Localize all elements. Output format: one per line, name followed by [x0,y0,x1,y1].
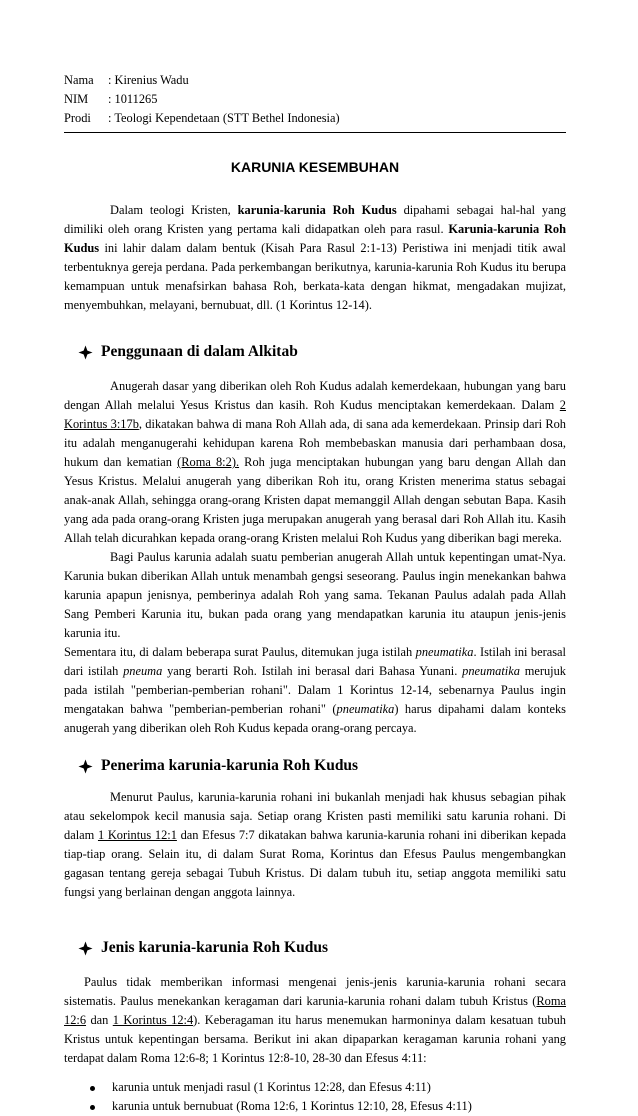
list-item: karunia untuk bernubuat (Roma 12:6, 1 Korintus 12:10, 28, Efesus 4:11) [64,1097,566,1116]
gifts-list [64,1078,566,1116]
scripture-link[interactable]: 1 Korintus 12:4 [112,1013,194,1027]
diamond-bullet-icon [78,941,93,956]
section-heading-text: Penerima karunia-karunia Roh Kudus [101,757,359,774]
intro-paragraph: Dalam teologi Kristen, karunia-karunia Roh Kudus dipahami sebagai hal-hal yang dimiliki oleh orang Kristen yang pertama kali didapatkan oleh para rasul. Karunia-karunia Roh Kudus ini lahir dalam dalam bentuk (Kisah Para Rasul 2:1-13) Peristiwa ini menjadi titik awal terbentuknya gereja perdana. Pada perkembangan berikutnya, karunia-karunia Roh Kudus itu berupa kemampuan untuk menafsirkan bahasa Roh, berkata-kata dengan hikmat, mengadakan mujizat, menyembuhkan, melayani, bernubuat, dll. (1 Korintus 12-14). [64,203,566,312]
info-value: : 1011265 [108,92,158,106]
section-heading-penerima [78,756,566,776]
info-key: Nama [64,73,94,87]
info-key: Prodi [64,111,91,125]
bullet-dot-icon [90,1105,95,1110]
diamond-bullet-icon [78,345,93,360]
info-key: NIM [64,92,89,106]
diamond-bullet-icon [78,759,93,774]
scripture-link[interactable]: (Roma 8:2). [177,455,240,469]
info-value: : Teologi Kependetaan (STT Bethel Indonesia) [108,111,340,125]
info-row-nama [64,71,340,90]
section-heading-jenis [78,938,566,958]
section-heading-text: Jenis karunia-karunia Roh Kudus [101,939,328,956]
info-value: : Kirenius Wadu [108,73,189,87]
section-heading-text: Penggunaan di dalam Alkitab [101,343,298,360]
page-title: KARUNIA KESEMBUHAN [230,159,400,175]
scripture-link[interactable]: 2 Korintus 3:17b [64,398,566,431]
header-divider [64,132,566,133]
section3-paragraph-1: Paulus tidak memberikan informasi mengenai jenis-jenis karunia-karunia rohani secara sistematis. Paulus menekankan keragaman dari karunia-karunia rohani dalam tubuh Kristus (Roma 12:6 dan 1 Korintus 12:4). Keberagaman itu harus menemukan harmoninya dalam kesatuan tubuh Kristus untuk kepentingan bersama. Berikut ini akan dipaparkan keragaman karunia rohani yang terdapat dalam Roma 12:6-8; 1 Korintus 12:8-10, 28-30 dan Efesus 4:11: [64,975,566,1065]
document-page [64,71,566,1116]
list-item: karunia untuk menjadi rasul (1 Korintus 12:28, dan Efesus 4:11) [64,1078,566,1097]
section1-paragraph-1: Anugerah dasar yang diberikan oleh Roh Kudus adalah kemerdekaan, hubungan yang baru dengan Allah melalui Yesus Kristus dan kasih. Roh Kudus menciptakan kemerdekaan. Dalam 2 Korintus 3:17b, dikatakan bahwa di mana Roh Allah ada, di sana ada kemerdekaan. Prinsip dari Roh itu adalah menganugerahi kehidupan karena Roh membebaskan manusia dari perhambaan dosa, hukum dan kematian (Roma 8:2). Roh juga menciptakan hubungan yang baru dengan Allah dan Yesus Kristus. Melalui anugerah yang diberikan Roh itu, orang Kristen menerima status sebagai anak-anak Allah, sehingga orang-orang Kristen dapat memanggil Allah dengan sebutan Bapa. Kasih yang ada pada orang-orang Kristen juga merupakan anugerah yang berasal dari Roh Allah itu. Kasih Allah telah dicurahkan kepada orang-orang Kristen melalui Roh Kudus yang diberikan bagi mereka. [64,379,567,545]
scripture-link[interactable]: Roma 12:6 [64,994,566,1027]
info-row-nim [64,90,340,109]
scripture-link[interactable]: 1 Korintus 12:1 [97,828,177,842]
bullet-dot-icon [90,1086,95,1091]
info-row-prodi [64,109,340,128]
section1-paragraph-2: Bagi Paulus karunia adalah suatu pemberian anugerah Allah untuk kepentingan umat-Nya. Karunia bukan diberikan Allah untuk menambah gengsi seseorang. Paulus ingin menekankan bahwa karunia apapun jenisnya, pemberinya adalah Roh yang sama. Tekanan Paulus adalah pada Allah Sang Pemberi Karunia itu, bukan pada orang yang mendapatkan karunia itu ataupun jenis-jenis karunia itu. [64,550,566,640]
section1-paragraph-3: Sementara itu, di dalam beberapa surat Paulus, ditemukan juga istilah pneumatika. Istilah ini berasal dari istilah pneuma yang berarti Roh. Istilah ini berasal dari Bahasa Yunani. pneumatika merujuk pada istilah "pemberian-pemberian rohani". Dalam 1 Korintus 12-14, sebenarnya Paulus ingin mengatakan bahwa "pemberian-pemberian rohani" (pneumatika) harus dipahami dalam konteks anugerah yang diberikan oleh Roh Kudus kepada orang-orang percaya. [64,645,566,735]
section2-paragraph-1: Menurut Paulus, karunia-karunia rohani ini bukanlah menjadi hak khusus sebagian pihak atau sekelompok kecil manusia saja. Setiap orang Kristen pasti memiliki satu karunia rohani. Di dalam 1 Korintus 12:1 dan Efesus 7:7 dikatakan bahwa karunia-karunia rohani ini diberikan kepada tiap-tiap orang. Selain itu, di dalam Surat Roma, Korintus dan Efesus Paulus mengembangkan gagasan tentang gereja sebagai Tubuh Kristus. Di dalam tubuh itu, setiap anggota memiliki satu fungsi yang berlainan dengan anggota lainnya. [64,790,566,899]
section-heading-penggunaan [78,342,566,362]
student-info [64,71,340,128]
